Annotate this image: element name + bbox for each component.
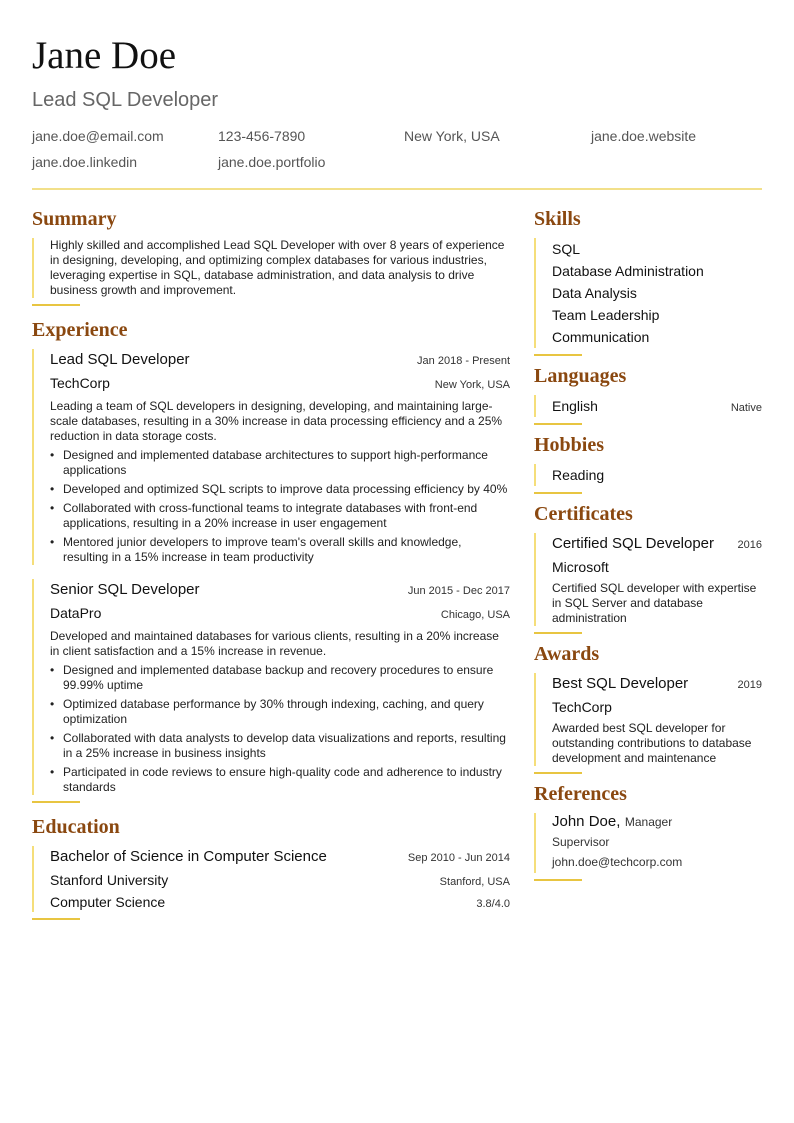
award-name: Best SQL Developer [552, 675, 689, 692]
education-degree: Bachelor of Science in Computer Science [50, 848, 327, 865]
education-field: Computer Science [50, 894, 166, 910]
job-location: New York, USA [434, 379, 510, 391]
job-bullet: • Participated in code reviews to ensure high-quality code and adherence to industry standards [50, 765, 510, 795]
job-date: Jun 2015 - Dec 2017 [407, 585, 510, 597]
left-column [32, 207, 510, 920]
reference-title: Manager [624, 815, 673, 829]
skill-item: Team Leadership [552, 307, 660, 323]
language-name: English [552, 398, 598, 414]
summary-section [32, 207, 510, 306]
hobbies-heading: Hobbies [534, 434, 605, 456]
job-bullet: • Collaborated with data analysts to develop data visualizations and reports, resulting in a 25% increase in business insights [50, 731, 510, 761]
reference-name: John Doe, [552, 813, 621, 830]
skill-item: Database Administration [552, 263, 704, 279]
education-location: Stanford, USA [439, 876, 510, 888]
languages-heading: Languages [534, 365, 627, 387]
job-description: Leading a team of SQL developers in designing, developing, and maintaining large-scale databases, resulting in a 30% increase in data processing efficiency and a 25% reduction in data storage costs. [50, 399, 503, 443]
reference-email[interactable]: john.doe@techcorp.com [552, 855, 683, 869]
languages-list [534, 395, 762, 417]
contact-linkedin[interactable]: jane.doe.linkedin [32, 154, 138, 170]
right-column [534, 207, 762, 881]
job-company: DataPro [50, 605, 102, 621]
job-entry [32, 349, 510, 565]
job-entry [32, 579, 510, 795]
job-bullet: • Designed and implemented database architectures to support high-performance applications [50, 448, 510, 478]
awards-section [534, 642, 762, 774]
skill-item: SQL [552, 241, 581, 257]
certificate-entry [534, 533, 762, 626]
references-section [534, 782, 762, 881]
education-section [32, 815, 510, 920]
reference-role: Supervisor [552, 835, 610, 849]
certificate-year: 2016 [737, 539, 762, 551]
certificates-section [534, 502, 762, 634]
references-underline [534, 879, 582, 881]
hobby-item: Reading [552, 467, 605, 483]
award-year: 2019 [737, 679, 762, 691]
job-bullet: • Mentored junior developers to improve team's overall skills and knowledge, resulting in a 15% increase in team productivity [50, 535, 510, 565]
skills-heading: Skills [534, 208, 581, 230]
summary-text: Highly skilled and accomplished Lead SQL Developer with over 8 years of experience in designing, developing, and optimizing complex databases for various industries, leveraging expertise in SQL, database administration, and data analysis to drive business growth and improvement. [50, 238, 505, 297]
contact-portfolio[interactable]: jane.doe.portfolio [218, 154, 326, 170]
job-date: Jan 2018 - Present [417, 355, 510, 367]
header-divider [32, 188, 762, 190]
job-role: Lead SQL Developer [50, 351, 190, 368]
education-underline [32, 918, 80, 920]
hobbies-section [534, 433, 762, 494]
award-issuer: TechCorp [552, 699, 612, 715]
education-date: Sep 2010 - Jun 2014 [407, 852, 510, 864]
references-heading: References [534, 783, 627, 805]
certificates-heading: Certificates [534, 503, 633, 525]
experience-section [32, 318, 510, 803]
job-bullets [50, 448, 510, 565]
skills-section [534, 207, 762, 356]
education-heading: Education [32, 816, 120, 838]
contact-email[interactable]: jane.doe@email.com [32, 128, 164, 144]
job-bullet: • Collaborated with cross-functional teams to integrate databases with front-end applications, resulting in a 20% increase in user engagement [50, 501, 510, 531]
certificate-description: Certified SQL developer with expertise in SQL Server and database administration [552, 581, 757, 625]
languages-section [534, 364, 762, 425]
candidate-name: Jane Doe [32, 34, 177, 77]
summary-heading: Summary [32, 208, 117, 230]
job-bullet: • Designed and implemented database backup and recovery procedures to ensure 99.99% uptime [50, 663, 510, 693]
job-bullet: • Developed and optimized SQL scripts to improve data processing efficiency by 40% [50, 482, 510, 497]
hobbies-list [534, 464, 762, 486]
language-level: Native [730, 402, 762, 414]
job-location: Chicago, USA [440, 609, 510, 621]
skill-item: Data Analysis [552, 285, 637, 301]
summary-body [32, 238, 510, 298]
contact-location: New York, USA [404, 128, 500, 144]
contact-phone[interactable]: 123-456-7890 [218, 128, 306, 144]
job-company: TechCorp [50, 375, 110, 391]
award-entry [534, 673, 762, 766]
candidate-title: Lead SQL Developer [32, 89, 219, 111]
education-gpa: 3.8/4.0 [476, 898, 510, 910]
education-entry [32, 846, 510, 912]
experience-heading: Experience [32, 319, 128, 341]
education-school: Stanford University [50, 872, 169, 888]
job-description: Developed and maintained databases for various clients, resulting in a 20% increase in client satisfaction and a 15% increase in revenue. [50, 629, 499, 658]
skills-list [534, 238, 762, 348]
job-role: Senior SQL Developer [50, 581, 200, 598]
job-bullets [50, 663, 510, 795]
job-bullet: • Optimized database performance by 30% through indexing, caching, and query optimization [50, 697, 510, 727]
awards-heading: Awards [534, 643, 600, 665]
contact-website[interactable]: jane.doe.website [591, 128, 697, 144]
skill-item: Communication [552, 329, 650, 345]
certificate-issuer: Microsoft [552, 559, 609, 575]
award-description: Awarded best SQL developer for outstanding contributions to database development and maintenance [552, 721, 752, 765]
certificate-name: Certified SQL Developer [552, 535, 715, 552]
reference-entry [534, 813, 762, 873]
